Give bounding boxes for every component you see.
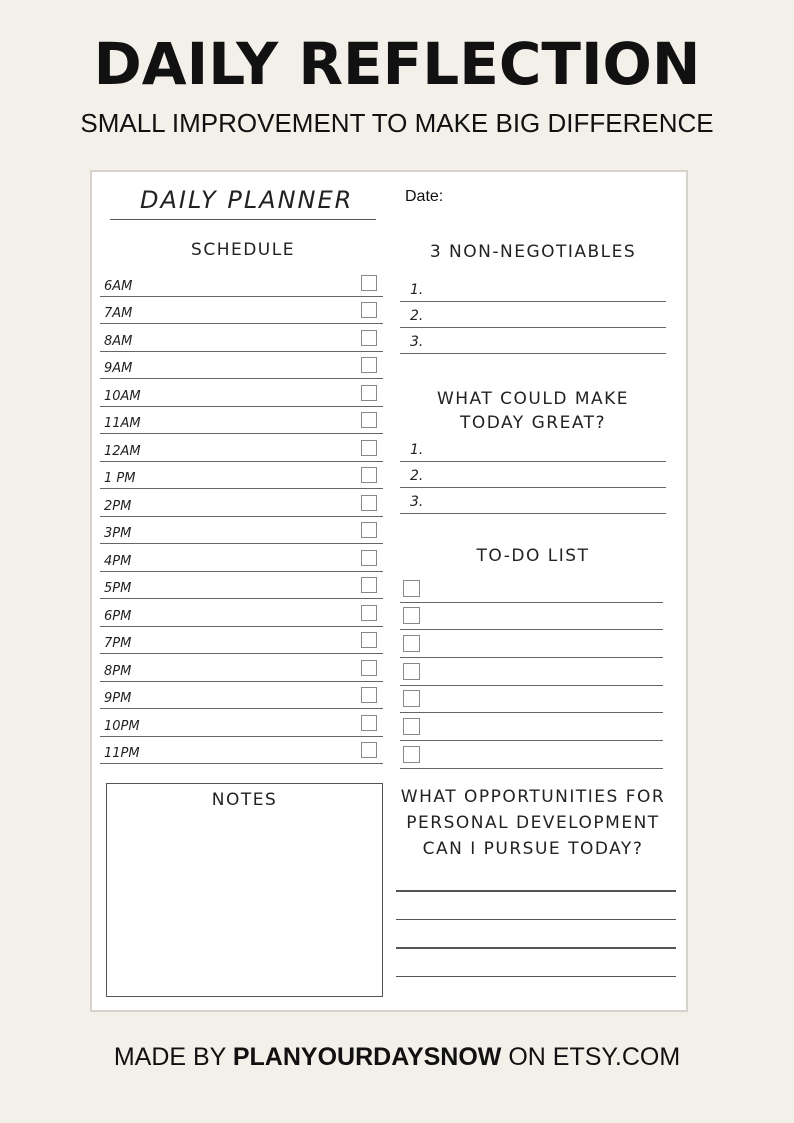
great-heading-line1: WHAT COULD MAKE [436, 389, 630, 409]
schedule-row [100, 433, 383, 462]
great-item-number: 3. [410, 494, 424, 510]
schedule-time-label: 4PM [104, 553, 132, 569]
planner-sheet [90, 170, 688, 1012]
schedule-checkbox[interactable] [361, 467, 377, 483]
schedule-time-label: 3PM [104, 526, 132, 541]
footer-prefix: MADE BY [113, 1043, 226, 1071]
schedule-checkbox[interactable] [361, 605, 377, 621]
great-item-number: 1. [410, 442, 424, 458]
schedule-checkbox[interactable] [361, 440, 377, 456]
non-negotiable-number: 1. [410, 282, 424, 298]
non-negotiable-row[interactable] [400, 275, 666, 302]
non-negotiables-heading: 3 NON-NEGOTIABLES [429, 242, 637, 262]
schedule-time-label: 6AM [104, 278, 133, 294]
schedule-time-label: 2PM [104, 498, 132, 514]
non-negotiable-row[interactable] [400, 327, 666, 354]
schedule-time-label: 1 PM [104, 471, 136, 486]
great-item-row[interactable] [400, 487, 666, 514]
schedule-checkbox[interactable] [361, 412, 377, 428]
schedule-time-label: 6PM [104, 608, 132, 624]
schedule-row [100, 351, 383, 380]
schedule-row [100, 736, 383, 765]
opportunity-write-line[interactable] [396, 890, 676, 892]
schedule-checkbox[interactable] [361, 687, 377, 703]
schedule-row [100, 461, 383, 490]
schedule-row [100, 516, 383, 545]
todo-checkbox[interactable] [403, 718, 420, 735]
schedule-row [100, 323, 383, 352]
schedule-time-label: 5PM [104, 581, 132, 596]
non-negotiable-row[interactable] [400, 301, 666, 328]
great-item-row[interactable] [400, 435, 666, 462]
notes-box[interactable] [106, 783, 383, 997]
schedule-time-label: 8AM [104, 333, 133, 349]
schedule-time-label: 11PM [104, 746, 140, 761]
opportunities-line1: WHAT OPPORTUNITIES FOR [400, 787, 666, 807]
schedule-heading: SCHEDULE [191, 240, 295, 260]
schedule-row [100, 708, 383, 737]
schedule-time-label: 8PM [104, 663, 132, 679]
schedule-checkbox[interactable] [361, 385, 377, 401]
opportunities-heading [388, 784, 678, 862]
schedule-checkbox[interactable] [361, 632, 377, 648]
schedule-time-label: 9AM [104, 361, 133, 376]
schedule-checkbox[interactable] [361, 357, 377, 373]
date-label: Date: [405, 188, 444, 205]
schedule-time-label: 12AM [104, 443, 141, 459]
schedule-row [100, 268, 383, 297]
opportunity-write-line[interactable] [396, 976, 676, 978]
notes-heading: NOTES [211, 790, 278, 810]
schedule-time-label: 7PM [104, 636, 132, 651]
todo-row[interactable] [400, 713, 663, 742]
schedule-row [100, 598, 383, 627]
todo-row[interactable] [400, 602, 663, 631]
schedule-checkbox[interactable] [361, 275, 377, 291]
non-negotiable-number: 2. [410, 308, 424, 324]
great-heading-line2: TODAY GREAT? [459, 413, 607, 433]
schedule-time-label: 10PM [104, 718, 140, 734]
footer-shop-name: PLANYOURDAYSNOW [232, 1043, 502, 1071]
todo-checkbox[interactable] [403, 635, 420, 652]
schedule-checkbox[interactable] [361, 715, 377, 731]
schedule-checkbox[interactable] [361, 522, 377, 538]
schedule-time-label: 7AM [104, 306, 133, 321]
page-title: DAILY REFLECTION [93, 30, 701, 98]
schedule-row [100, 378, 383, 407]
opportunities-line3: CAN I PURSUE TODAY? [422, 839, 644, 859]
todo-checkbox[interactable] [403, 580, 420, 597]
schedule-checkbox[interactable] [361, 550, 377, 566]
page-subtitle: SMALL IMPROVEMENT TO MAKE BIG DIFFERENCE [80, 108, 714, 138]
todo-row[interactable] [400, 740, 663, 769]
todo-checkbox[interactable] [403, 663, 420, 680]
schedule-row [100, 296, 383, 325]
planner-title: DAILY PLANNER [140, 186, 354, 214]
schedule-checkbox[interactable] [361, 742, 377, 758]
great-item-row[interactable] [400, 461, 666, 488]
schedule-row [100, 571, 383, 600]
schedule-time-label: 11AM [104, 416, 141, 431]
footer-suffix: ON ETSY.COM [508, 1043, 681, 1071]
schedule-checkbox[interactable] [361, 577, 377, 593]
schedule-time-label: 9PM [104, 691, 132, 706]
schedule-checkbox[interactable] [361, 330, 377, 346]
todo-checkbox[interactable] [403, 607, 420, 624]
schedule-checkbox[interactable] [361, 495, 377, 511]
schedule-row [100, 681, 383, 710]
schedule-row [100, 488, 383, 517]
schedule-row [100, 406, 383, 435]
schedule-time-label: 10AM [104, 388, 141, 404]
todo-checkbox[interactable] [403, 690, 420, 707]
opportunity-write-line[interactable] [396, 947, 676, 949]
todo-row[interactable] [400, 629, 663, 658]
schedule-row [100, 543, 383, 572]
great-item-number: 2. [410, 468, 424, 484]
todo-checkbox[interactable] [403, 746, 420, 763]
planner-title-underline [110, 219, 376, 220]
schedule-row [100, 653, 383, 682]
schedule-checkbox[interactable] [361, 660, 377, 676]
footer-credit [0, 1043, 794, 1072]
schedule-row [100, 626, 383, 655]
opportunity-write-line[interactable] [396, 919, 676, 921]
todo-heading: TO-DO LIST [476, 546, 590, 566]
todo-row[interactable] [400, 574, 663, 603]
todo-row[interactable] [400, 685, 663, 714]
non-negotiable-number: 3. [410, 334, 424, 350]
opportunities-line2: PERSONAL DEVELOPMENT [406, 813, 660, 833]
todo-row[interactable] [400, 657, 663, 686]
schedule-checkbox[interactable] [361, 302, 377, 318]
